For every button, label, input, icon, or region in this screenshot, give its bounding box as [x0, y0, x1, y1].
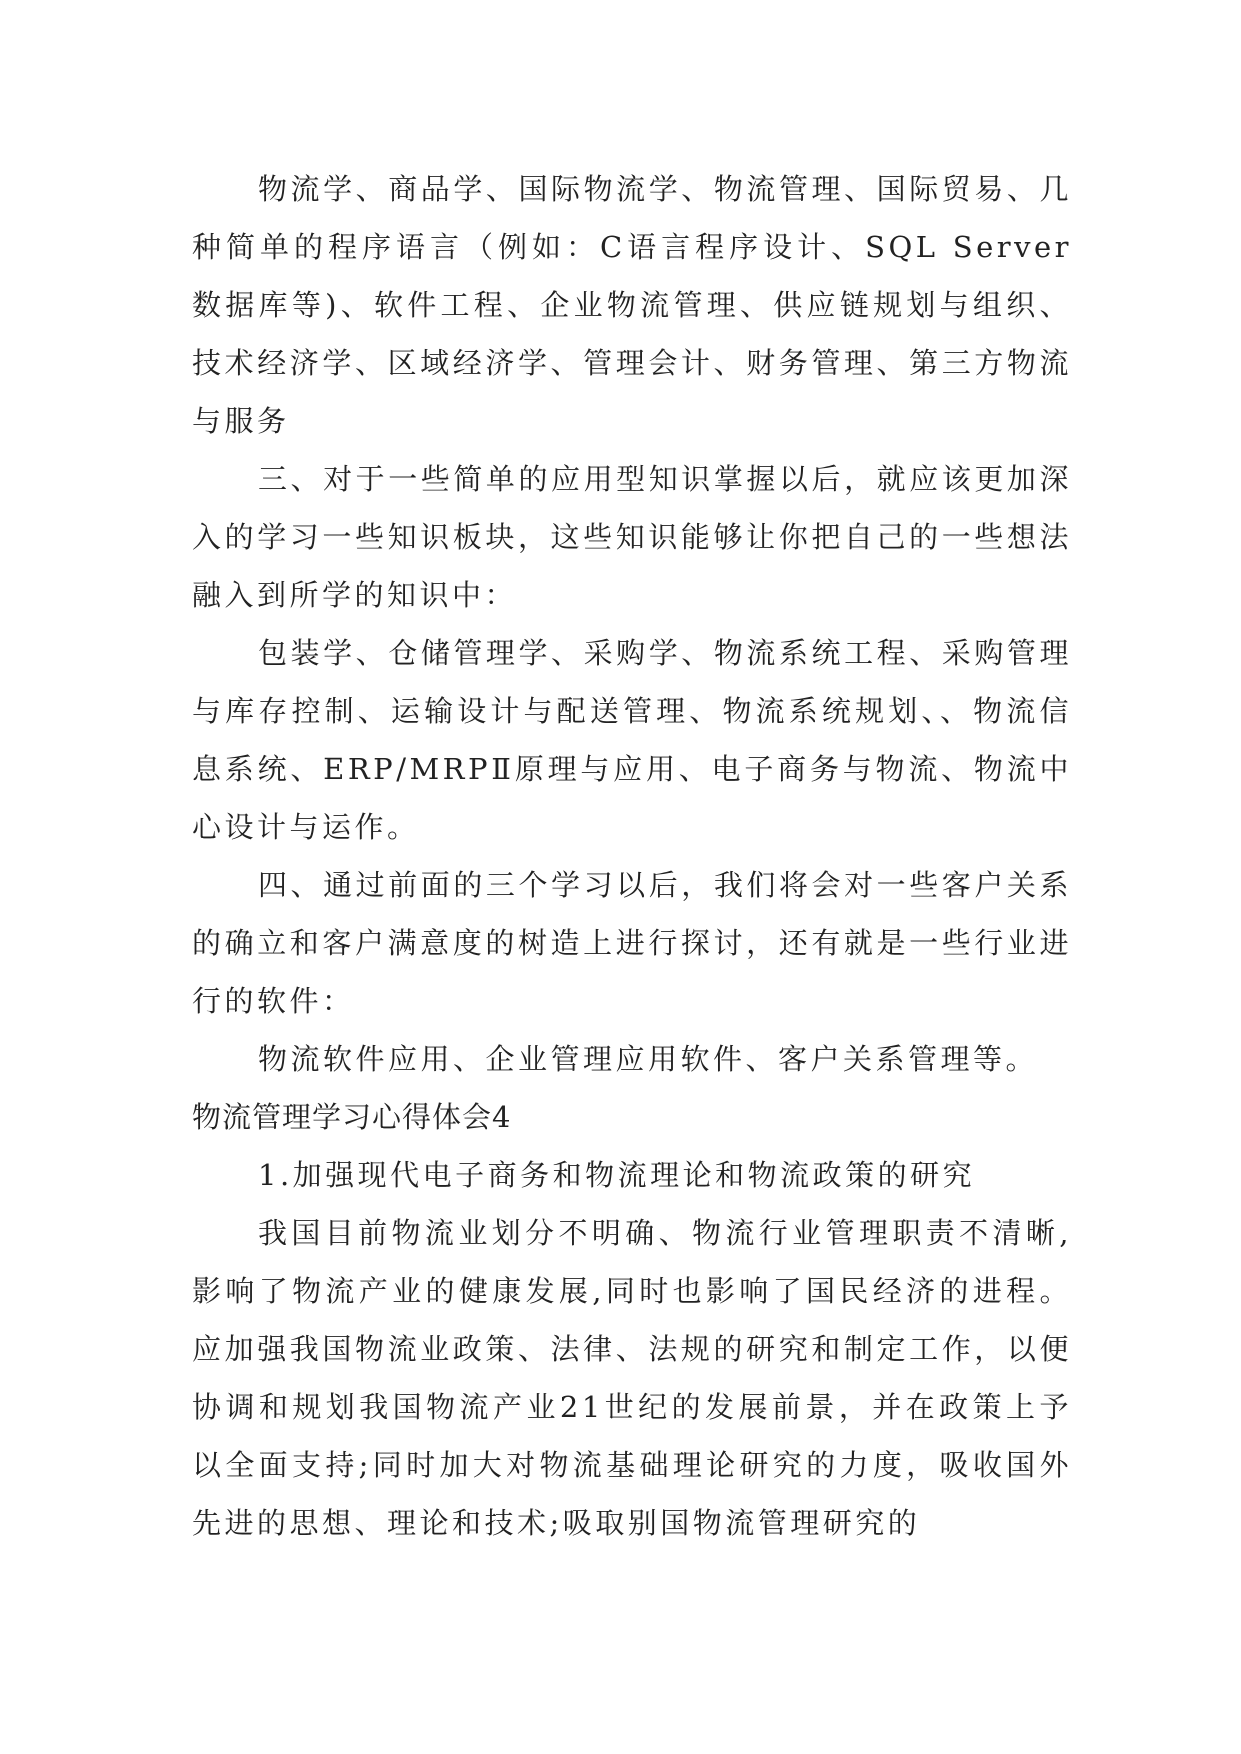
paragraph-course-list-2: 包装学、仓储管理学、采购学、物流系统工程、采购管理与库存控制、运输设计与配送管理、物流系统规划、、物流信息系统、ERP/MRPⅡ原理与应用、电子商务与物流、物流中心设计与运作。	[192, 636, 1072, 844]
paragraph-body: 我国目前物流业划分不明确、物流行业管理职责不清晰,影响了物流产业的健康发展,同时也影响了国民经济的进程。应加强我国物流业政策、法律、法规的研究和制定工作，以便协调和规划我国物流产业21世纪的发展前景，并在政策上予以全面支持;同时加大对物流基础理论研究的力度，吸收国外先进的思想、理论和技术;吸取别国物流管理研究的	[192, 1216, 1072, 1540]
paragraph-course-list-1: 物流学、商品学、国际物流学、物流管理、国际贸易、几种简单的程序语言（例如：C语言程序设计、SQL Server数据库等)、软件工程、企业物流管理、供应链规划与组织、技术经济学、区域经济学、管理会计、财务管理、第三方物流与服务	[192, 172, 1072, 438]
paragraph-section-three: 三、对于一些简单的应用型知识掌握以后，就应该更加深入的学习一些知识板块，这些知识能够让你把自己的一些想法融入到所学的知识中：	[192, 462, 1072, 612]
section-heading: 物流管理学习心得体会4	[192, 1100, 512, 1134]
paragraph-section-four: 四、通过前面的三个学习以后，我们将会对一些客户关系的确立和客户满意度的树造上进行探讨，还有就是一些行业进行的软件：	[192, 868, 1072, 1018]
document-body	[192, 160, 1072, 1552]
paragraph-point-one: 1.加强现代电子商务和物流理论和物流政策的研究	[258, 1158, 976, 1192]
paragraph-course-list-3: 物流软件应用、企业管理应用软件、客户关系管理等。	[258, 1042, 1039, 1076]
